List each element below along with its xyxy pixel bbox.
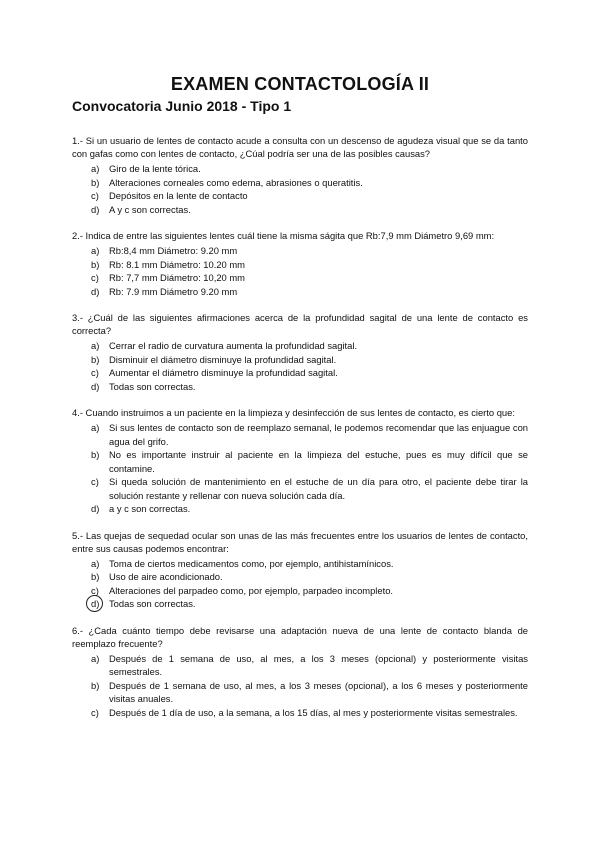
- option-letter: a): [91, 422, 100, 433]
- option-letter: d): [91, 203, 100, 215]
- option-text: A y c son correctas.: [109, 203, 191, 215]
- option-4b: [72, 448, 528, 475]
- option-letter: d): [91, 285, 100, 297]
- question-list: [72, 134, 528, 732]
- question-2: [72, 229, 528, 298]
- question-3: [72, 311, 528, 393]
- option-5c: [72, 584, 528, 598]
- option-text: Toma de ciertos medicamentos como, por ejemplo, antihistamínicos.: [109, 557, 394, 569]
- option-text: Rb: 8.1 mm Diámetro: 10.20 mm: [109, 258, 245, 270]
- option-letter: b): [91, 258, 100, 270]
- question-2-options: [72, 244, 528, 298]
- option-letter: c): [91, 272, 99, 283]
- option-text: Después de 1 semana de uso, al mes, a los 3 meses (opcional) y posteriormente visitas semestrales.: [109, 652, 528, 677]
- option-3a: [72, 339, 528, 353]
- option-letter: c): [91, 190, 99, 201]
- question-3-text: 3.- ¿Cuál de las siguientes afirmaciones acerca de la profundidad sagital de una lente de contacto es correcta?: [72, 312, 528, 336]
- question-1-options: [72, 162, 528, 216]
- option-text: Giro de la lente tórica.: [109, 163, 201, 174]
- option-letter: d): [91, 503, 100, 514]
- option-letter: b): [91, 449, 100, 460]
- option-3b: [72, 353, 528, 367]
- option-5d: [72, 597, 528, 611]
- option-letter: b): [91, 571, 100, 582]
- option-2a: [72, 244, 528, 258]
- question-5: [72, 529, 528, 611]
- option-2c: [72, 271, 528, 285]
- exam-title: EXAMEN CONTACTOLOGÍA II: [170, 74, 430, 94]
- option-text: Cerrar el radio de curvatura aumenta la profundidad sagital.: [109, 340, 358, 351]
- option-letter: a): [91, 557, 100, 569]
- option-text: Aumentar el diámetro disminuye la profundidad sagital.: [109, 367, 338, 378]
- option-letter: a): [91, 652, 100, 664]
- option-text: Rb: 7.9 mm Diámetro 9.20 mm: [109, 285, 238, 297]
- option-6b: [72, 679, 528, 706]
- option-text: Si queda solución de mantenimiento en el estuche de un día para otro, el paciente debe tirar la solución restante y rellenar con nueva solución cada día.: [109, 476, 528, 501]
- option-letter: a): [91, 340, 100, 351]
- option-1d: [72, 203, 528, 217]
- question-5-text: 5.- Las quejas de sequedad ocular son unas de las más frecuentes entre los usuarios de lentes de contacto, entre sus causas podemos encontrar:: [72, 529, 528, 554]
- option-4c: [72, 475, 528, 502]
- option-5a: [72, 557, 528, 571]
- option-2d: [72, 285, 528, 299]
- option-letter: c): [91, 706, 99, 718]
- option-5b: [72, 570, 528, 584]
- option-text: Todas son correctas.: [109, 380, 196, 392]
- option-text: Rb: 7,7 mm Diámetro: 10,20 mm: [109, 272, 245, 283]
- option-letter: a): [91, 245, 100, 256]
- option-text: Después de 1 día de uso, a la semana, a los 15 días, al mes y posteriormente visitas semestrales.: [109, 706, 518, 718]
- question-2-text: 2.- Indica de entre las siguientes lentes cuál tiene la misma ságita que Rb:7,9 mm Diámetro 9,69 mm:: [72, 230, 495, 241]
- option-letter-circled: d): [91, 598, 100, 609]
- option-2b: [72, 258, 528, 272]
- option-text: Si sus lentes de contacto son de reemplazo semanal, le podemos recomendar que las enjuague con agua del grifo.: [109, 422, 528, 447]
- question-1-text: 1.- Si un usuario de lentes de contacto acude a consulta con un descenso de agudeza visual que se da tanto con gafas como con lentes de contacto, ¿Cúal podría ser una de las posibles causas?: [72, 135, 528, 159]
- question-1: [72, 134, 528, 216]
- option-text: a y c son correctas.: [109, 503, 191, 514]
- option-4a: [72, 421, 528, 448]
- question-6-text: 6.- ¿Cada cuánto tiempo debe revisarse una adaptación nueva de una lente de contacto blanda de reemplazo frecuente?: [72, 624, 528, 649]
- option-4d: [72, 502, 528, 516]
- option-text: Depósitos en la lente de contacto: [109, 190, 248, 201]
- question-4-text: 4.- Cuando instruimos a un paciente en la limpieza y desinfección de sus lentes de contacto, es cierto que:: [72, 407, 515, 418]
- exam-subtitle: Convocatoria Junio 2018 - Tipo 1: [72, 98, 292, 114]
- option-1a: [72, 162, 528, 176]
- option-letter: c): [91, 476, 99, 487]
- option-3c: [72, 366, 528, 380]
- option-letter: b): [91, 353, 100, 365]
- question-4-options: [72, 421, 528, 516]
- question-6-options: [72, 652, 528, 720]
- question-6: [72, 624, 528, 720]
- option-text: Rb:8,4 mm Diámetro: 9.20 mm: [109, 245, 238, 256]
- option-letter: a): [91, 163, 100, 174]
- option-letter: c): [91, 584, 99, 596]
- option-text: Uso de aire acondicionado.: [109, 571, 223, 582]
- option-6a: [72, 652, 528, 679]
- option-1c: [72, 189, 528, 203]
- option-text: No es importante instruir al paciente en la limpieza del estuche, pues es muy difícil que se contamine.: [109, 449, 528, 474]
- option-3d: [72, 380, 528, 394]
- option-text: Alteraciones del parpadeo como, por ejemplo, parpadeo incompleto.: [109, 584, 394, 596]
- option-text: Todas son correctas.: [109, 598, 196, 609]
- option-letter: c): [91, 367, 99, 378]
- option-text: Alteraciones corneales como edema, abrasiones o queratitis.: [109, 176, 363, 188]
- option-letter: d): [91, 380, 100, 392]
- option-1b: [72, 176, 528, 190]
- option-letter: b): [91, 176, 100, 188]
- question-5-options: [72, 557, 528, 611]
- option-text: Después de 1 semana de uso, al mes, a los 3 meses (opcional), a los 6 meses y posteriormente visitas anuales.: [109, 679, 528, 704]
- option-text: Disminuir el diámetro disminuye la profundidad sagital.: [109, 353, 337, 365]
- question-4: [72, 406, 528, 516]
- option-6c: [72, 706, 528, 720]
- question-3-options: [72, 339, 528, 393]
- option-letter: b): [91, 679, 100, 691]
